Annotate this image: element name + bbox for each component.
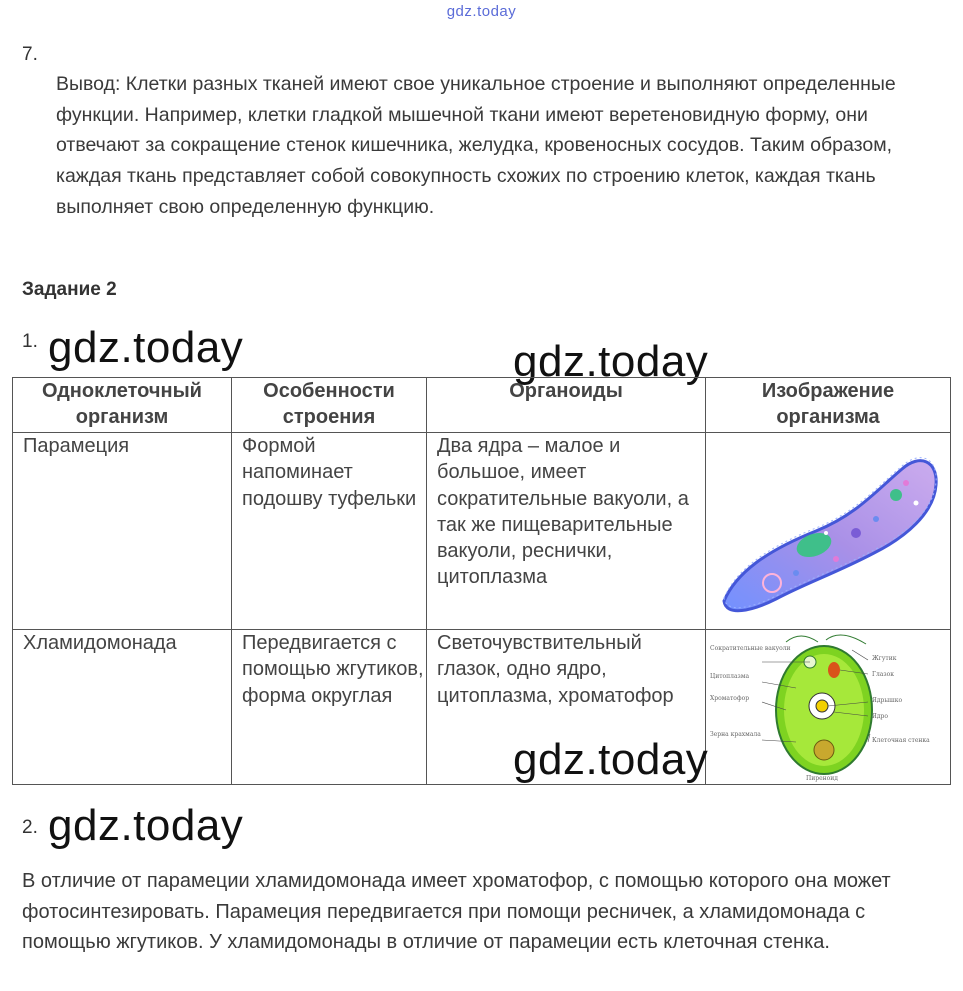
site-watermark-top: gdz.today <box>446 3 517 20</box>
chlamydomonas-diagram <box>706 630 950 784</box>
label-contractile-vacuoles: Сократительные вакуоли <box>710 645 791 652</box>
watermark: gdz.today <box>513 735 709 784</box>
table-row <box>13 630 951 785</box>
comparison-paragraph: В отличие от парамеции хламидомонада имеет хроматофор, с помощью которого она может фотосинтезировать. Парамеция передвигается при помощи ресничек, а хламидомонада с помощью жгутиков. У хламидомонады в отличие от парамеции есть клеточная стенка. <box>22 870 891 953</box>
header-organoids: Органоиды <box>427 378 706 433</box>
header-organism: Одноклеточный организм <box>13 378 232 433</box>
label-starch-grains: Зерна крахмала <box>710 731 761 738</box>
cell-image <box>706 433 951 630</box>
watermark: gdz.today <box>513 337 709 386</box>
table-header-row <box>13 378 951 433</box>
cell-image <box>706 630 951 785</box>
cell-structure: Передвигается с помощью жгутиков, форма округлая <box>232 630 427 785</box>
watermark: gdz.today <box>48 323 244 372</box>
cell-organism: Хламидомонада <box>13 630 232 785</box>
cell-organism: Парамеция <box>13 433 232 630</box>
label-pyrenoid: Пиреноид <box>806 775 838 782</box>
section-number-7: 7. <box>22 44 38 65</box>
header-structure: Особенности строения <box>232 378 427 433</box>
header-image: Изображение организма <box>706 378 951 433</box>
cell-organoids: Светочувствительный глазок, одно ядро, цитоплазма, хроматофор <box>427 630 706 785</box>
label-nucleolus: Ядрышко <box>872 697 903 704</box>
label-chromatophore: Хроматофор <box>710 695 750 702</box>
item-number-1: 1. <box>22 331 38 352</box>
label-flagellum: Жгутик <box>872 655 897 662</box>
table-row <box>13 433 951 630</box>
paramecium-illustration <box>706 433 950 629</box>
item-number-2: 2. <box>22 817 38 838</box>
label-cell-wall: Клеточная стенка <box>872 737 930 744</box>
cell-organoids: Два ядра – малое и большое, имеет сократительные вакуоли, а так же пищеварительные вакуоли, реснички, цитоплазма <box>427 433 706 630</box>
label-nucleus: Ядро <box>872 713 888 720</box>
task-title: Задание 2 <box>22 279 117 300</box>
cell-structure: Формой напоминает подошву туфельки <box>232 433 427 630</box>
organisms-table <box>12 377 951 785</box>
label-cytoplasm: Цитоплазма <box>710 673 750 680</box>
label-eyespot: Глазок <box>872 671 894 678</box>
watermark: gdz.today <box>48 801 244 850</box>
conclusion-paragraph: Вывод: Клетки разных тканей имеют свое уникальное строение и выполняют определенные функции. Например, клетки гладкой мышечной ткани имеют веретеновидную форму, они отвечают за сокращение стенок кишечника, желудка, кровеносных сосудов. Таким образом, каждая ткань представляет собой совокупность схожих по строению клеток, каждая ткань выполняет свою определенную функцию. <box>56 73 896 218</box>
